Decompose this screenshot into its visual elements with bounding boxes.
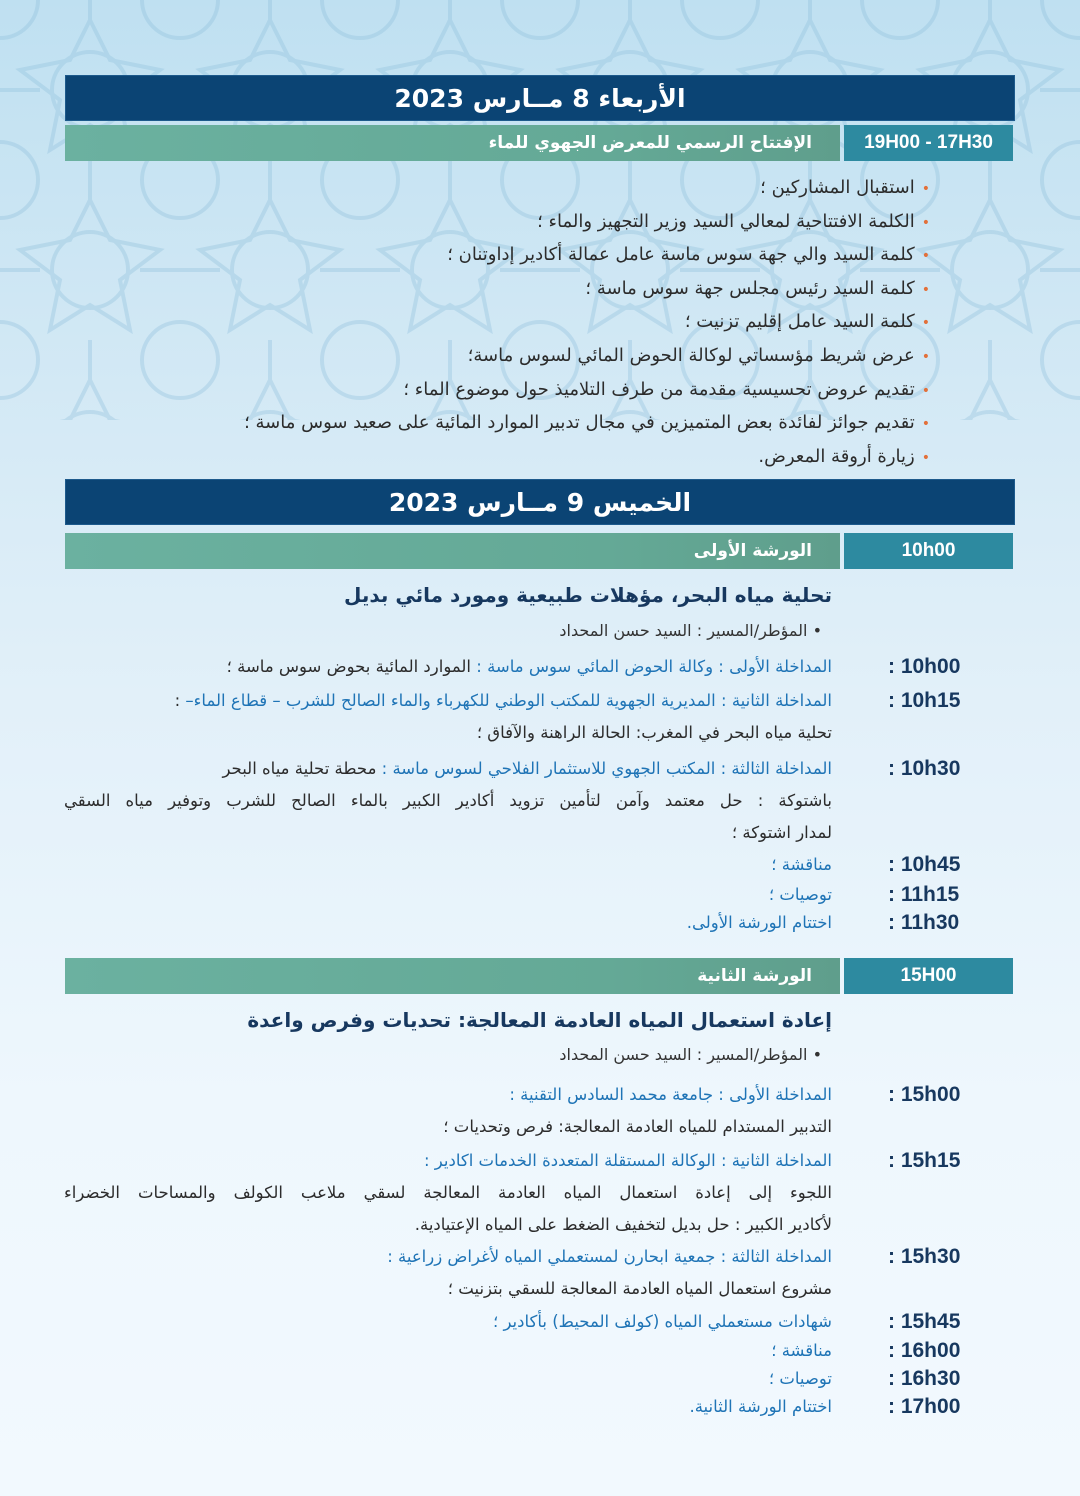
agenda-time: : 15h30 (888, 1245, 961, 1268)
program-item (244, 306, 930, 340)
bullet-icon: • (921, 382, 930, 399)
agenda-time: : 10h15 (888, 689, 961, 712)
workshop1-topic: تحلية مياه البحر، مؤهلات طبيعية ومورد مائي بديل (344, 583, 832, 607)
agenda-text (227, 657, 832, 676)
agenda-row (0, 883, 1080, 913)
agenda-continuation: لمدار اشتوكة ؛ (731, 823, 832, 842)
agenda-row (0, 655, 1080, 685)
agenda-text (769, 1369, 832, 1388)
agenda-text (387, 1247, 832, 1266)
agenda-time: : 10h00 (888, 655, 961, 678)
workshop1-time: 10h00 (844, 533, 1013, 569)
agenda-speaker: المداخلة الثانية : الوكالة المستقلة المتعددة الخدمات اكادير : (424, 1151, 832, 1170)
day1-header (65, 75, 1015, 121)
day2-header (65, 479, 1015, 525)
workshop1-bar (65, 533, 1013, 569)
agenda-subject: الموارد المائية بحوض سوس ماسة ؛ (226, 657, 477, 676)
agenda-row (0, 1395, 1080, 1425)
program-item-text: كلمة السيد عامل إقليم تزنيت ؛ (684, 311, 915, 333)
agenda-text (493, 1312, 832, 1331)
bullet-icon: • (921, 181, 930, 197)
agenda-row (0, 1339, 1080, 1369)
program-item-text: كلمة السيد رئيس مجلس جهة سوس ماسة ؛ (585, 277, 915, 299)
day1-session-bar (65, 125, 1013, 161)
agenda-time: : 11h30 (888, 911, 960, 934)
program-item-text: كلمة السيد والي جهة سوس ماسة عامل عمالة أكادير إداوتنان ؛ (447, 244, 915, 266)
day1-program-list (244, 172, 930, 474)
day1-title: الأربعاء 8 مــارس 2023 (394, 83, 686, 113)
agenda-continuation: لأكادير الكبير : حل بديل لتخفيف الضغط على المياه الإعتيادية. (414, 1215, 832, 1234)
agenda-row (0, 1083, 1080, 1113)
agenda-speaker: اختتام الورشة الأولى. (686, 913, 832, 932)
agenda-text (689, 1397, 832, 1416)
agenda-time: : 15h45 (888, 1310, 961, 1333)
workshop1-moderator: • المؤطر/المسير : السيد حسن المحداد (559, 621, 822, 640)
agenda-speaker: اختتام الورشة الثانية. (689, 1397, 832, 1416)
agenda-time: : 11h15 (888, 883, 960, 906)
program-item-text: الكلمة الافتتاحية لمعالي السيد وزير التجهيز والماء ؛ (537, 210, 915, 232)
agenda-continuation: التدبير المستدام للمياه العادمة المعالجة: فرص وتحديات ؛ (443, 1117, 832, 1136)
bullet-icon: • (921, 248, 930, 265)
bullet-icon: • (921, 281, 930, 298)
agenda-subject: محطة تحلية مياه البحر (222, 759, 382, 778)
bullet-icon: • (921, 315, 930, 332)
program-item (244, 407, 930, 441)
agenda-text (424, 1151, 832, 1170)
program-item (244, 172, 930, 206)
day1-session-title: الإفتتاح الرسمي للمعرض الجهوي للماء (65, 125, 840, 161)
agenda-time: : 16h00 (888, 1339, 961, 1362)
agenda-row (0, 911, 1080, 941)
agenda-continuation: اللجوء إلى إعادة استعمال المياه العادمة المعالجة لسقي ملاعب الكولف والمساحات الخضراء (64, 1183, 832, 1202)
agenda-time: : 10h30 (888, 757, 961, 780)
program-item (244, 206, 930, 240)
agenda-row (0, 1367, 1080, 1397)
agenda-text (687, 913, 832, 932)
agenda-time: : 15h00 (888, 1083, 961, 1106)
agenda-text (222, 759, 832, 778)
day1-session-time: 19H00 - 17H30 (844, 125, 1013, 161)
agenda-continuation: باشتوكة : حل معتمد وآمن لتأمين تزويد أكادير الكبير بالماء الصالح للشرب وتوفير مياه السقي (64, 791, 832, 810)
agenda-speaker: توصيات ؛ (768, 1369, 832, 1388)
program-item (244, 239, 930, 273)
workshop2-label: الورشة الثانية (65, 958, 840, 994)
agenda-speaker: المداخلة الأولى : جامعة محمد السادس التقنية : (509, 1085, 832, 1104)
agenda-text (771, 1341, 832, 1360)
agenda-time: : 16h30 (888, 1367, 961, 1390)
agenda-speaker: شهادات مستعملي المياه (كولف المحيط) بأكادير ؛ (492, 1312, 832, 1331)
agenda-subject: : (174, 691, 186, 710)
agenda-speaker: المداخلة الثالثة : جمعية ابحارن لمستعملي المياه لأغراض زراعية : (387, 1247, 832, 1266)
agenda-speaker: مناقشة ؛ (771, 1341, 832, 1360)
program-item (244, 273, 930, 307)
workshop1-label: الورشة الأولى (65, 533, 840, 569)
program-item-text: عرض شريط مؤسساتي لوكالة الحوض المائي لسوس ماسة؛ (467, 344, 915, 366)
agenda-row (0, 853, 1080, 883)
agenda-time: : 15h15 (888, 1149, 961, 1172)
agenda-text (769, 885, 832, 904)
program-item-text: تقديم جوائز لفائدة بعض المتميزين في مجال تدبير الموارد المائية على صعيد سوس ماسة ؛ (244, 412, 915, 434)
agenda-row (0, 1310, 1080, 1340)
program-item (244, 441, 930, 475)
workshop2-moderator: • المؤطر/المسير : السيد حسن المحداد (559, 1045, 822, 1064)
agenda-continuation: مشروع استعمال المياه العادمة المعالجة للسقي بتزنيت ؛ (447, 1279, 832, 1298)
bullet-icon: • (921, 416, 930, 433)
program-item-text: زيارة أروقة المعرض. (758, 445, 915, 467)
program-item (244, 374, 930, 408)
agenda-row (0, 1149, 1080, 1179)
program-item-text: تقديم عروض تحسيسية مقدمة من طرف التلاميذ حول موضوع الماء ؛ (403, 378, 915, 400)
workshop2-time: 15H00 (844, 958, 1013, 994)
agenda-row (0, 757, 1080, 787)
program-item (244, 340, 930, 374)
agenda-speaker: المداخلة الثانية : المديرية الجهوية للمكتب الوطني للكهرباء والماء الصالح للشرب – قطاع الماء– (185, 691, 832, 710)
agenda-time: : 17h00 (888, 1395, 961, 1418)
bullet-icon: • (921, 449, 930, 466)
bullet-icon: • (921, 348, 930, 365)
agenda-row (0, 689, 1080, 719)
agenda-text (509, 1085, 832, 1104)
agenda-speaker: المداخلة الثالثة : المكتب الجهوي للاستثمار الفلاحي لسوس ماسة : (381, 759, 832, 778)
agenda-speaker: مناقشة ؛ (771, 855, 832, 874)
agenda-continuation: تحلية مياه البحر في المغرب: الحالة الراهنة والآفاق ؛ (476, 723, 832, 742)
agenda-text (771, 855, 832, 874)
workshop2-topic: إعادة استعمال المياه العادمة المعالجة: تحديات وفرص واعدة (247, 1008, 832, 1032)
day2-title: الخميس 9 مــارس 2023 (388, 487, 692, 517)
agenda-speaker: المداخلة الأولى : وكالة الحوض المائي سوس ماسة : (476, 657, 832, 676)
program-item-text: استقبال المشاركين ؛ (760, 177, 915, 198)
workshop2-bar (65, 958, 1013, 994)
bullet-icon: • (921, 214, 930, 231)
agenda-speaker: توصيات ؛ (768, 885, 832, 904)
agenda-time: : 10h45 (888, 853, 961, 876)
agenda-text (175, 691, 832, 710)
agenda-row (0, 1245, 1080, 1275)
